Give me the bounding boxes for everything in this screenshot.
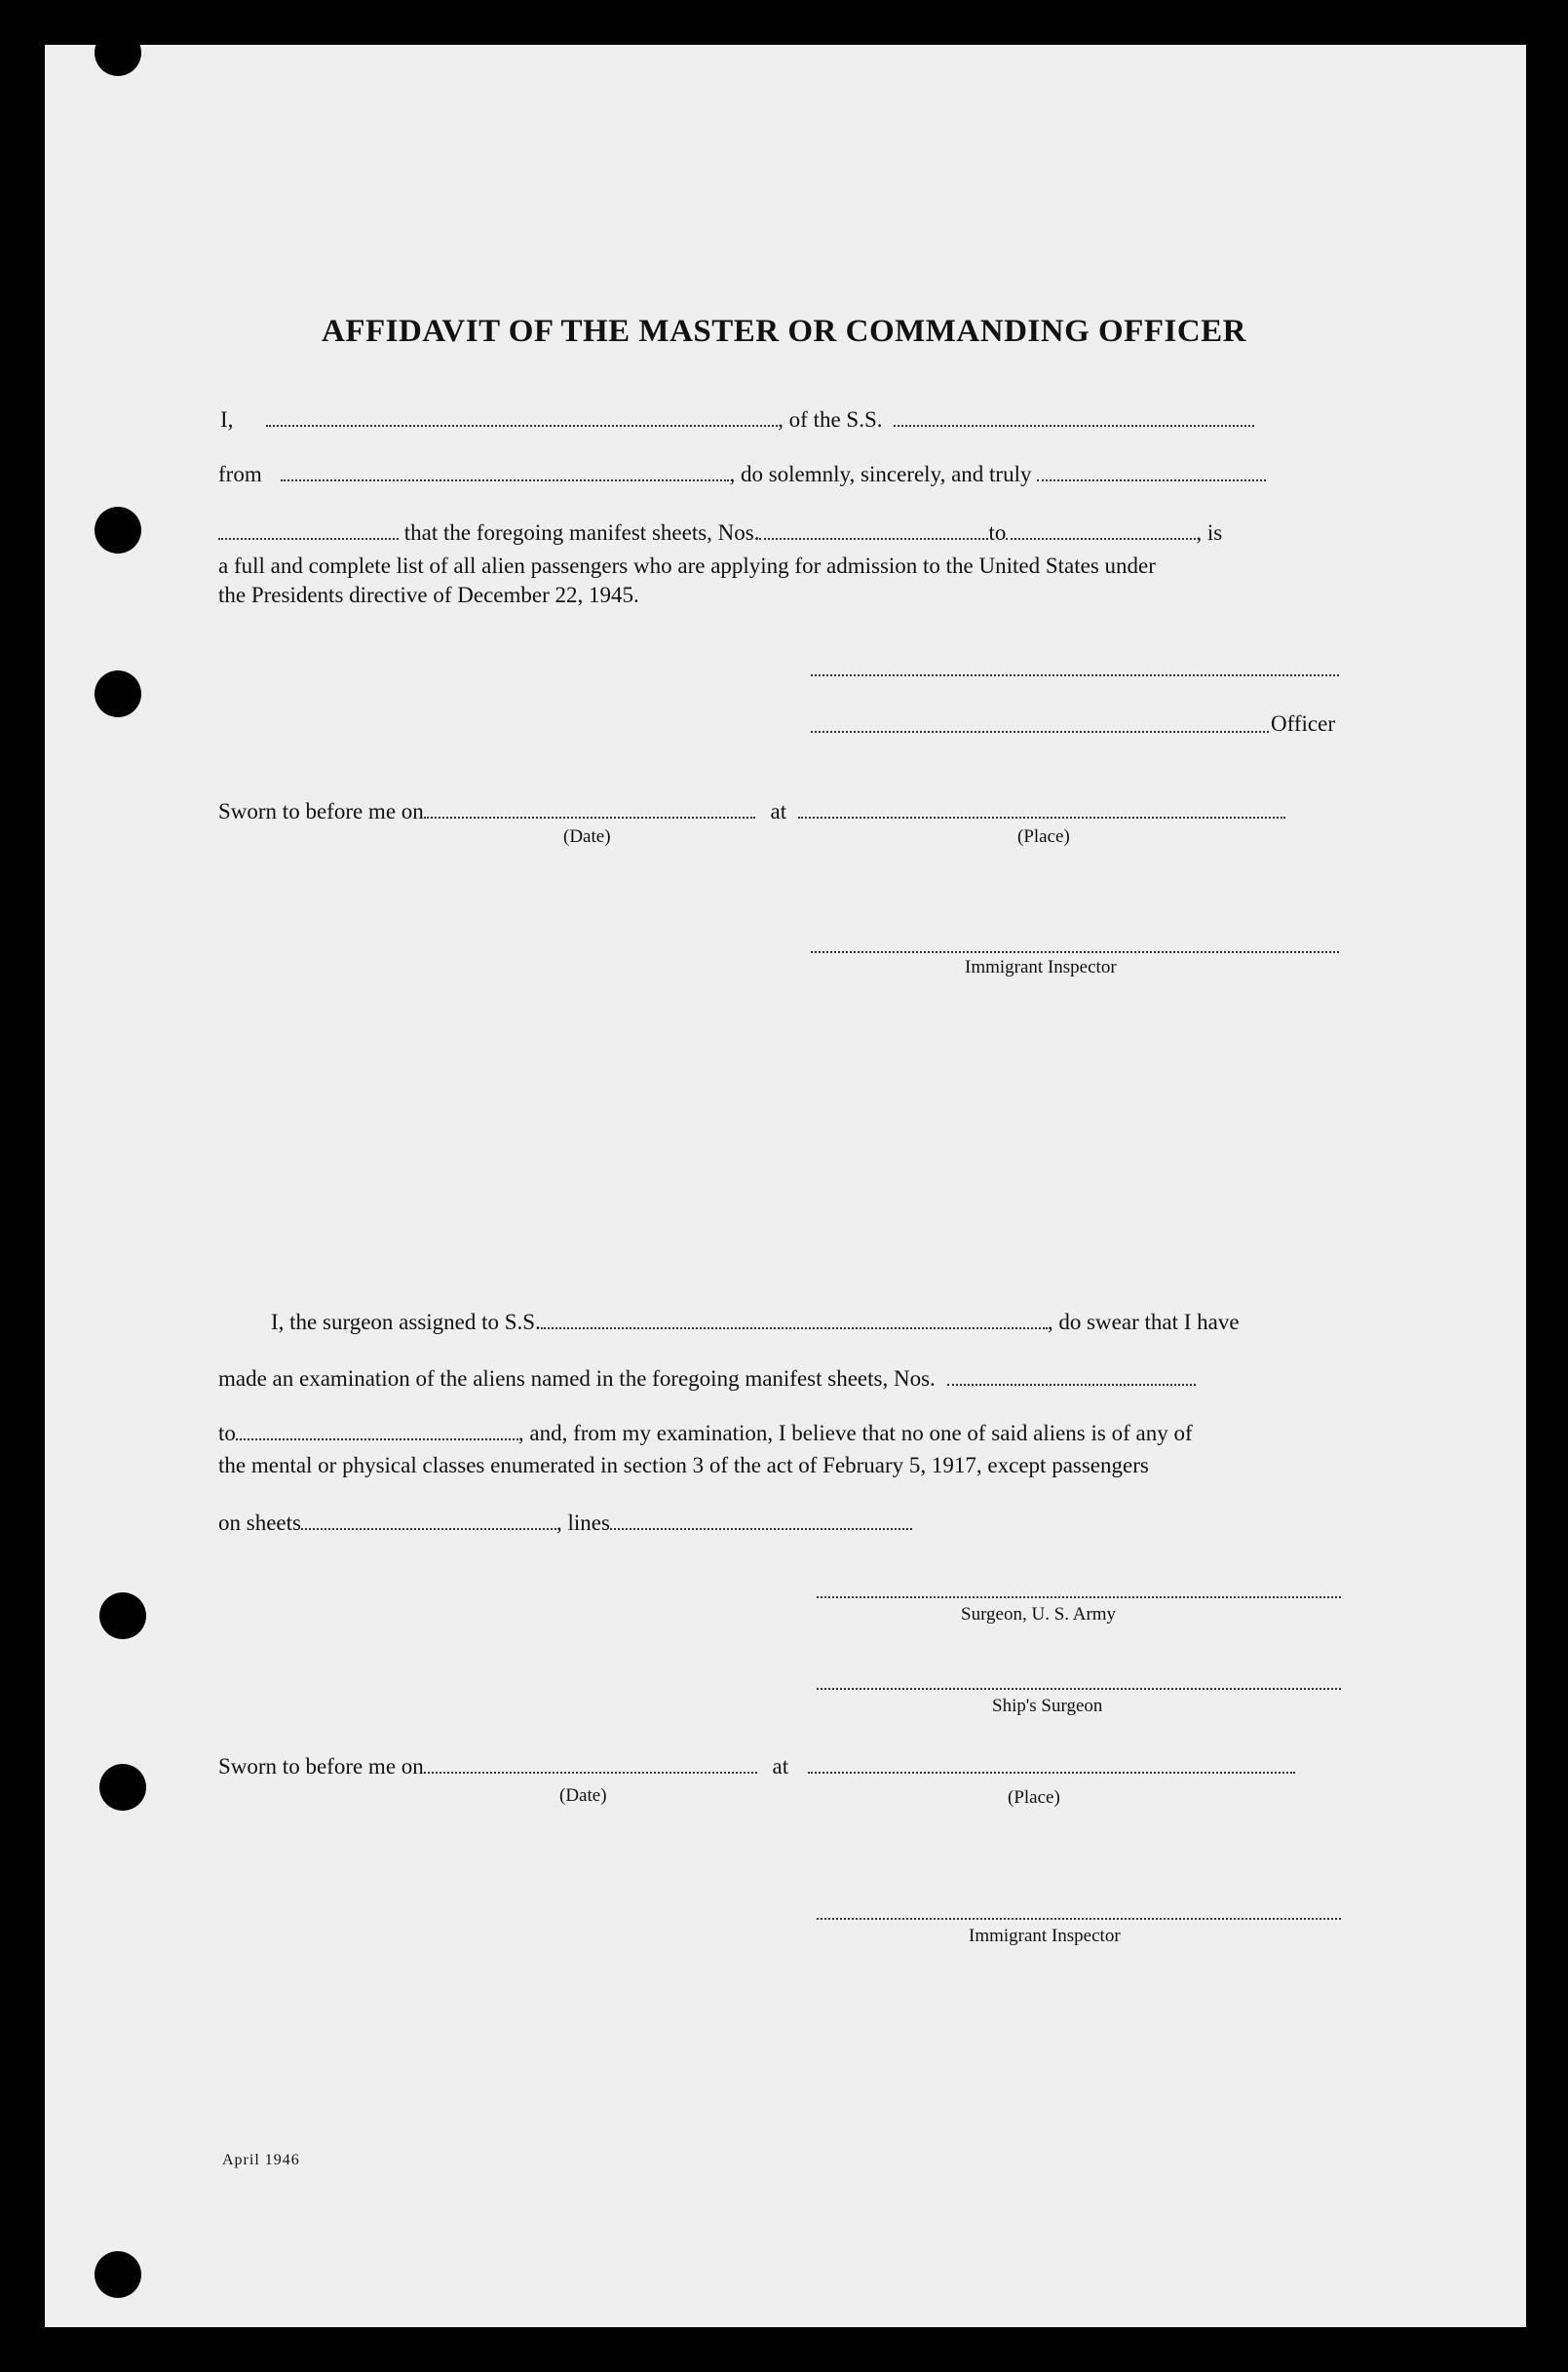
punch-hole: [99, 1764, 146, 1811]
surgeon-at-label: at: [772, 1754, 789, 1779]
solemnly-text: , do solemnly, sincerely, and truly: [729, 462, 1032, 486]
surgeon-to-label: to: [218, 1421, 236, 1445]
surgeon-inspector-caption: Immigrant Inspector: [969, 1926, 1121, 1946]
ship-surgeon-signature-line[interactable]: [817, 1688, 1341, 1690]
surgeon-nos-to-field[interactable]: [236, 1419, 518, 1440]
punch-hole: [95, 670, 141, 717]
master-signature-line[interactable]: [811, 674, 1339, 676]
master-line-1: [220, 405, 1341, 435]
foregoing-text: that the foregoing manifest sheets, Nos.: [403, 520, 760, 545]
lines-field[interactable]: [610, 1509, 912, 1530]
surgeon-sworn-place-field[interactable]: [808, 1752, 1295, 1774]
at-label: at: [770, 799, 787, 823]
master-line-2: [218, 460, 1341, 489]
swear-text: , do swear that I have: [1047, 1310, 1240, 1334]
place-caption: (Place): [1017, 826, 1070, 847]
from-port-field[interactable]: [281, 460, 729, 481]
nos-from-field[interactable]: [759, 518, 988, 540]
army-surgeon-caption: Surgeon, U. S. Army: [961, 1604, 1117, 1625]
surgeon-assigned-text: I, the surgeon assigned to S.S.: [271, 1310, 541, 1334]
form-date: April 1946: [222, 2152, 300, 2168]
inspector-caption: Immigrant Inspector: [965, 957, 1117, 977]
officer-label: Officer: [1271, 711, 1335, 736]
surgeon-sworn-label: Sworn to before me on: [218, 1754, 424, 1779]
surgeon-inspector-signature-line[interactable]: [817, 1918, 1341, 1920]
sheets-field[interactable]: [301, 1509, 556, 1530]
sworn-place-field[interactable]: [798, 797, 1285, 819]
mental-physical-text: the mental or physical classes enumerated in section 3 of the act of February 5, 1917, except passengers: [218, 1453, 1149, 1477]
lines-label: , lines: [555, 1511, 610, 1535]
surgeon-date-caption: (Date): [559, 1785, 607, 1806]
punch-hole: [95, 507, 141, 554]
from-label: from: [218, 462, 262, 486]
master-name-field[interactable]: [266, 405, 778, 427]
surgeon-sworn-date-field[interactable]: [424, 1752, 757, 1774]
i-label: I,: [220, 407, 234, 432]
of-ss-label: , of the S.S.: [778, 407, 883, 432]
punch-hole: [95, 2251, 141, 2298]
sworn-label: Sworn to before me on: [218, 799, 424, 823]
full-complete-text: a full and complete list of all alien passengers who are applying for admission to the United States under: [218, 554, 1156, 578]
master-sworn-line: [218, 797, 1285, 826]
surgeon-line-3: [218, 1419, 1193, 1448]
inspector-signature-line[interactable]: [811, 951, 1339, 953]
surgeon-line-2: [218, 1364, 1196, 1394]
is-label: , is: [1196, 520, 1223, 545]
to-label: to: [988, 520, 1007, 545]
oath-field[interactable]: [1037, 460, 1266, 481]
examination-text: made an examination of the aliens named in the foregoing manifest sheets, Nos.: [218, 1366, 936, 1391]
punch-hole: [99, 1592, 146, 1639]
date-caption: (Date): [563, 826, 611, 847]
nos-to-field[interactable]: [1006, 518, 1196, 540]
form-page: [45, 45, 1526, 2327]
surgeon-line-1: [271, 1308, 1240, 1337]
surgeon-nos-from-field[interactable]: [947, 1364, 1196, 1386]
surgeon-place-caption: (Place): [1008, 1787, 1060, 1808]
army-surgeon-signature-line[interactable]: [817, 1596, 1341, 1598]
sworn-date-field[interactable]: [424, 797, 755, 819]
examination-belief-text: , and, from my examination, I believe that no one of said aliens is of any of: [517, 1421, 1193, 1445]
officer-title-line[interactable]: [811, 731, 1269, 733]
surgeon-sworn-line: [218, 1752, 1295, 1781]
surgeon-ship-field[interactable]: [541, 1308, 1048, 1329]
on-sheets-label: on sheets: [218, 1511, 301, 1535]
oath-continue-field[interactable]: [218, 518, 399, 540]
surgeon-line-5: [218, 1509, 912, 1538]
ship-name-field[interactable]: [894, 405, 1254, 427]
ship-surgeon-caption: Ship's Surgeon: [992, 1696, 1103, 1716]
punch-hole: [95, 29, 141, 76]
master-line-3: [218, 518, 1349, 548]
page-title: AFFIDAVIT OF THE MASTER OR COMMANDING OFFICER: [322, 314, 1246, 349]
directive-text: the Presidents directive of December 22, 1945.: [218, 583, 639, 607]
